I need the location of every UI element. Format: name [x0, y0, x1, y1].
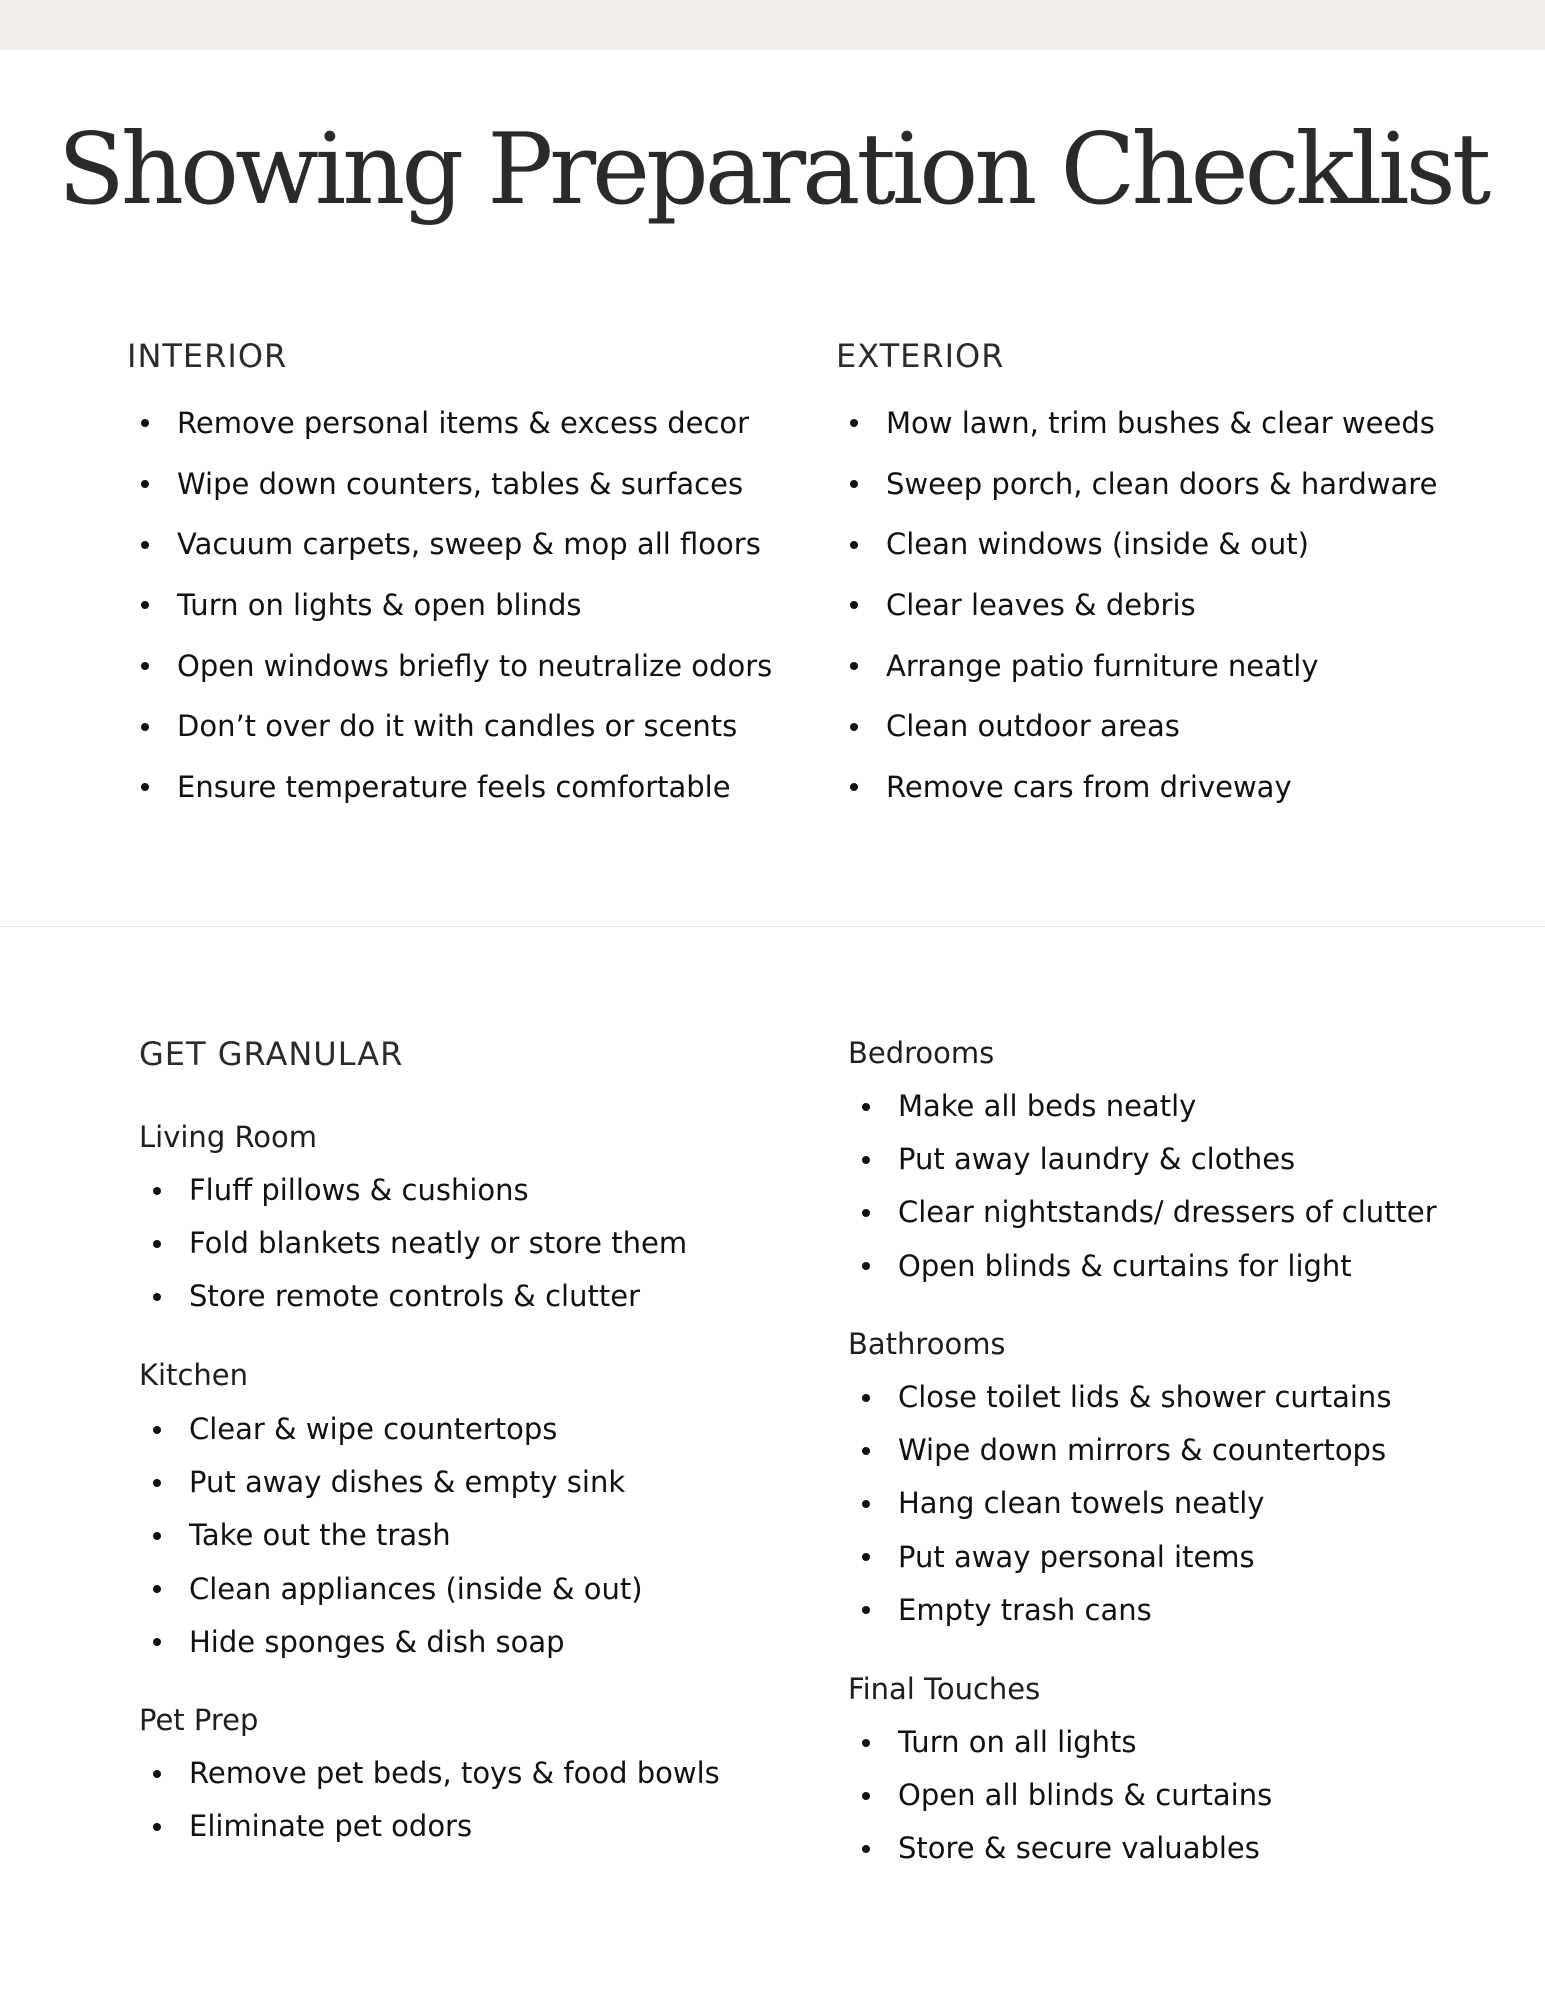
list-item: Wipe down mirrors & countertops: [848, 1424, 1391, 1477]
living-room-list: [139, 1164, 687, 1324]
list-item: Remove cars from driveway: [836, 757, 1437, 818]
list-item: Empty trash cans: [848, 1584, 1391, 1637]
list-item: Fluff pillows & cushions: [139, 1164, 687, 1217]
list-item: Take out the trash: [139, 1509, 643, 1562]
list-item: Sweep porch, clean doors & hardware: [836, 454, 1437, 515]
list-item: Open windows briefly to neutralize odors: [127, 636, 772, 697]
list-item: Store & secure valuables: [848, 1822, 1272, 1875]
list-item: Remove personal items & excess decor: [127, 393, 772, 454]
bedrooms-label: Bedrooms: [848, 1036, 995, 1070]
list-item: Close toilet lids & shower curtains: [848, 1371, 1391, 1424]
list-item: Turn on all lights: [848, 1716, 1272, 1769]
list-item: Open all blinds & curtains: [848, 1769, 1272, 1822]
pet-prep-label: Pet Prep: [139, 1703, 259, 1737]
kitchen-label: Kitchen: [139, 1358, 248, 1392]
list-item: Put away dishes & empty sink: [139, 1456, 643, 1509]
final-touches-list: [848, 1716, 1272, 1876]
section-divider: [0, 926, 1545, 927]
list-item: Remove pet beds, toys & food bowls: [139, 1747, 720, 1800]
list-item: Turn on lights & open blinds: [127, 575, 772, 636]
list-item: Clean windows (inside & out): [836, 514, 1437, 575]
list-item: Store remote controls & clutter: [139, 1270, 687, 1323]
list-item: Arrange patio furniture neatly: [836, 636, 1437, 697]
list-item: Vacuum carpets, sweep & mop all floors: [127, 514, 772, 575]
list-item: Put away personal items: [848, 1531, 1391, 1584]
list-item: Wipe down counters, tables & surfaces: [127, 454, 772, 515]
list-item: Ensure temperature feels comfortable: [127, 757, 772, 818]
bathrooms-label: Bathrooms: [848, 1327, 1006, 1361]
interior-list: [127, 393, 772, 818]
list-item: Clear leaves & debris: [836, 575, 1437, 636]
list-item: Hang clean towels neatly: [848, 1477, 1391, 1530]
list-item: Eliminate pet odors: [139, 1800, 720, 1853]
pet-prep-list: [139, 1747, 720, 1853]
final-touches-label: Final Touches: [848, 1672, 1041, 1706]
list-item: Put away laundry & clothes: [848, 1133, 1437, 1186]
living-room-label: Living Room: [139, 1120, 318, 1154]
list-item: Mow lawn, trim bushes & clear weeds: [836, 393, 1437, 454]
bathrooms-list: [848, 1371, 1391, 1637]
list-item: Open blinds & curtains for light: [848, 1240, 1437, 1293]
list-item: Make all beds neatly: [848, 1080, 1437, 1133]
top-band: [0, 0, 1545, 50]
exterior-heading: EXTERIOR: [836, 337, 1005, 375]
list-item: Clean outdoor areas: [836, 696, 1437, 757]
interior-heading: INTERIOR: [127, 337, 288, 375]
list-item: Clear nightstands/ dressers of clutter: [848, 1186, 1437, 1239]
list-item: Hide sponges & dish soap: [139, 1616, 643, 1669]
page-title: Showing Preparation Checklist: [57, 113, 1488, 227]
exterior-list: [836, 393, 1437, 818]
list-item: Don’t over do it with candles or scents: [127, 696, 772, 757]
granular-heading: GET GRANULAR: [139, 1035, 404, 1073]
list-item: Fold blankets neatly or store them: [139, 1217, 687, 1270]
bedrooms-list: [848, 1080, 1437, 1293]
kitchen-list: [139, 1403, 643, 1669]
list-item: Clean appliances (inside & out): [139, 1563, 643, 1616]
list-item: Clear & wipe countertops: [139, 1403, 643, 1456]
